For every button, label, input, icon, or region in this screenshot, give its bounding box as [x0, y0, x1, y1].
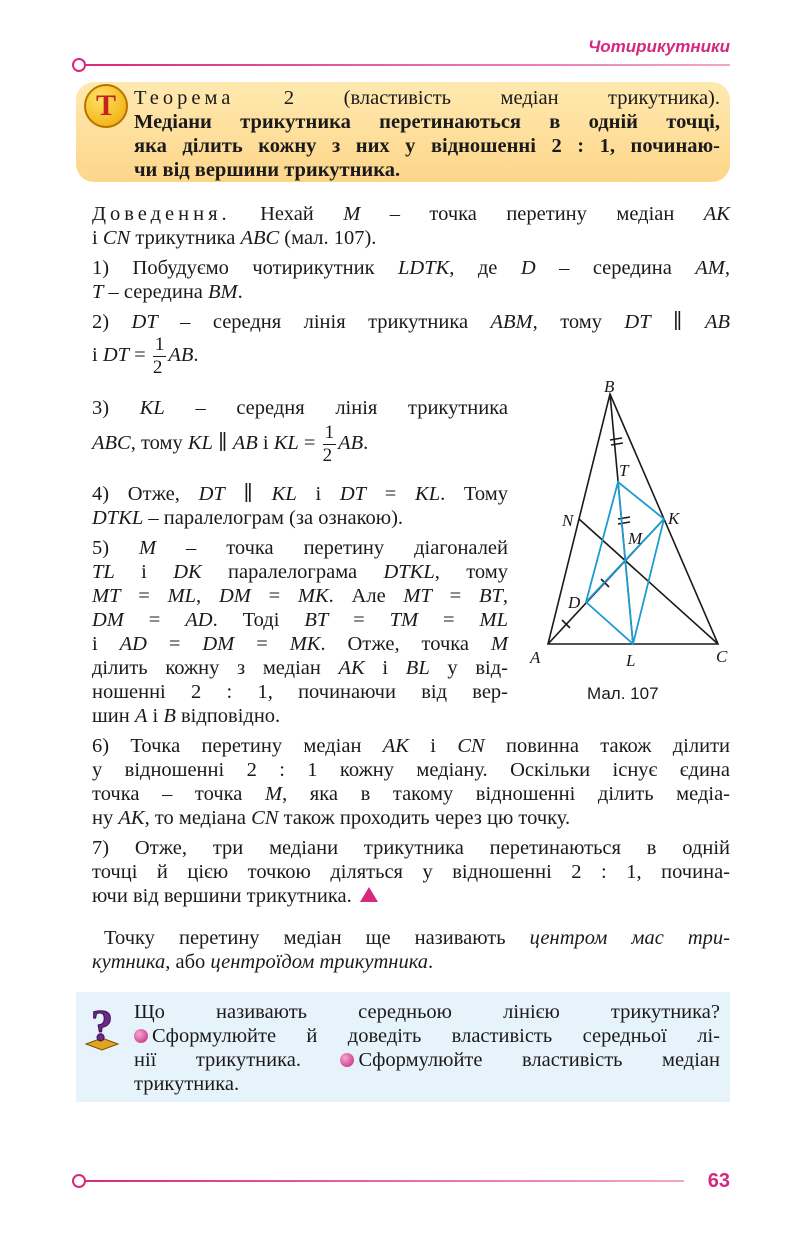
theorem-title-word: Теорема — [134, 87, 235, 109]
theorem-line-2: яка ділить кожну з них у відношенні 2 : 1, починаю- — [134, 135, 720, 157]
end-of-proof-icon — [360, 887, 378, 902]
tick-mark — [611, 443, 623, 445]
question-line-1: Що називають середньою лінією трикутника? — [134, 1001, 720, 1023]
step-2-line-1: 2) DT – середня лінія трикутника ABM, тому DT ∥ AB — [92, 311, 730, 333]
step-7-line-1: 7) Отже, три медіани трикутника перетинаються в одній — [92, 837, 730, 859]
step-5-line-6: ділить кожну з медіан AK і BL у від- — [92, 657, 508, 679]
point-label-k: K — [668, 509, 680, 528]
bullet-icon — [340, 1053, 354, 1067]
proof-line-2: і CN трикутника ABC (мал. 107). — [92, 227, 377, 249]
step-5-line-1: 5) M – точка перетину діагоналей — [92, 537, 509, 559]
centroid-text-2: , або — [165, 951, 211, 973]
step-6-line-3: точка – точка M, яка в такому відношенні ділить медіа- — [92, 783, 731, 805]
centroid-text-3: . — [428, 951, 434, 973]
bullet-icon — [134, 1029, 148, 1043]
step-5-line-5: і AD = DM = MK. Отже, точка M — [92, 633, 509, 655]
question-text-2: Сформулюйте й доведіть властивість середньої лі- — [152, 1025, 720, 1047]
footer-rule — [74, 1180, 684, 1182]
question-text-3b: Сформулюйте властивість медіан — [358, 1049, 720, 1071]
svg-text:?: ? — [91, 1001, 113, 1050]
fraction-half: $\frac{1}{2}$ — [322, 422, 335, 466]
step-5-line-3: MT = ML, DM = MK. Але MT = BT, — [92, 585, 509, 607]
question-line-2 — [134, 1024, 720, 1048]
proof-line-1: Доведення. Нехай M – точка перетину медіан AK — [92, 203, 730, 225]
step-1-line-1: 1) Побудуємо чотирикутник LDTK, де D – середина AM, — [92, 257, 731, 279]
centroid-term-3: центроїдом трикутника — [210, 951, 429, 973]
chapter-title: Чотирикутники — [588, 37, 730, 56]
question-line-3 — [134, 1048, 720, 1072]
figure-caption: Мал. 107 — [587, 684, 659, 703]
proof-label: Доведення. — [92, 203, 231, 225]
theorem-icon: Т — [84, 84, 128, 128]
step-4-line-1: 4) Отже, DT ∥ KL і DT = KL. Тому — [92, 483, 508, 505]
figure-107 — [526, 378, 746, 678]
step-3-line-1: 3) KL – середня лінія трикутника — [92, 397, 508, 419]
point-label-a: A — [530, 648, 541, 667]
centroid-text-1: Точку перетину медіан ще називають — [104, 927, 530, 949]
step-4-line-2: DTKL – паралелограм (за ознакою). — [92, 507, 404, 529]
tick-mark — [610, 438, 622, 440]
question-text-3a: нії трикутника. — [134, 1049, 301, 1071]
point-label-c: C — [716, 647, 728, 666]
step-7-line-2: точці й цією точкою діляться у відношенні 2 : 1, почина- — [92, 861, 730, 883]
centroid-term-2: кутника — [92, 951, 166, 973]
point-label-m: M — [628, 529, 643, 548]
tick-mark — [618, 522, 630, 524]
theorem-title-rest: 2 (властивість медіан трикутника). — [283, 87, 720, 109]
step-5-line-7: ношенні 2 : 1, починаючи від вер- — [92, 681, 508, 703]
fraction-half: $\frac{1}{2}$ — [152, 334, 165, 378]
step-5-line-2: TL і DK паралелограма DTKL, тому — [92, 561, 508, 583]
point-label-n: N — [562, 511, 574, 530]
step-5-line-4: DM = AD. Тоді BT = TM = ML — [92, 609, 509, 631]
step-5-line-8: шин A і B відповідно. — [92, 705, 281, 727]
step-3-line-2: ABC, тому KL ∥ AB і KL = $\frac{1}{2}$ AB. — [92, 422, 369, 466]
theorem-line-1: Медіани трикутника перетинаються в одній точці, — [134, 111, 720, 133]
step-1-line-2: T – середина BM. — [92, 281, 243, 303]
header-rule — [74, 64, 730, 66]
header-rule-dot — [72, 58, 86, 72]
diagonal-tl — [618, 482, 633, 644]
point-label-l: L — [626, 651, 636, 670]
theorem-line-3: чи від вершини трикутника. — [134, 159, 401, 181]
step-6-line-2: у відношенні 2 : 1 кожну медіану. Оскільки існує єдина — [92, 759, 730, 781]
point-label-t: T — [619, 461, 629, 480]
tick-mark — [618, 517, 630, 519]
step-7-line-3: ючи від вершини трикутника. — [92, 884, 730, 908]
page-number: 63 — [707, 1170, 730, 1192]
centroid-line-2 — [92, 950, 730, 974]
step-2-line-2: і DT = $\frac{1}{2}$ AB. — [92, 334, 199, 378]
centroid-term-1: центром мас три- — [529, 927, 730, 949]
step-6-line-1: 6) Точка перетину медіан AK і CN повинна також ділити — [92, 735, 730, 757]
point-label-b: B — [604, 378, 615, 396]
point-label-d: D — [568, 593, 581, 612]
centroid-line-1 — [104, 926, 730, 950]
step-6-line-4: ну AK, то медіана CN також проходить через цю точку. — [92, 807, 571, 829]
question-mark-icon — [80, 1000, 124, 1052]
footer-rule-dot — [72, 1174, 86, 1188]
question-line-4: трикутника. — [134, 1073, 240, 1095]
theorem-title — [134, 86, 720, 110]
